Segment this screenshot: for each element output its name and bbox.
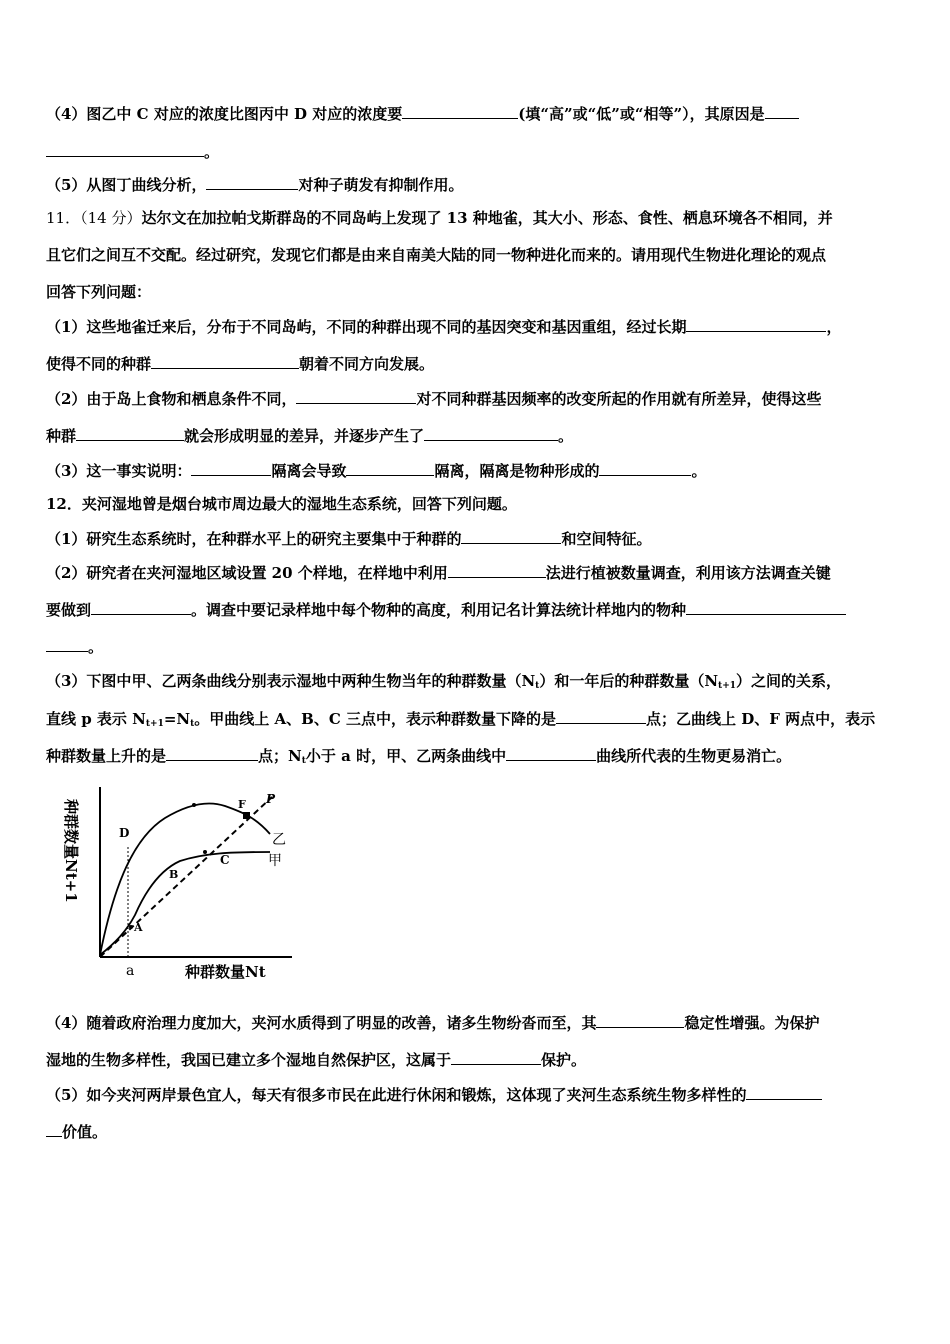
text: 朝着不同方向发展。: [299, 355, 435, 373]
point-F-marker: [243, 812, 250, 819]
point-top-yi: [192, 803, 196, 807]
text: 隔离会导致: [271, 462, 347, 480]
q12-p1: [46, 528, 908, 549]
text: （5）从图丁曲线分析，: [46, 176, 207, 194]
q10-p4-line1: [46, 103, 908, 124]
text: 。: [558, 427, 574, 445]
answer-blank: [76, 425, 184, 441]
q12-p3-line3: [46, 745, 908, 766]
q12-p4-line1: [46, 1012, 908, 1033]
text: 回答下列问题：: [46, 283, 152, 301]
point-A-label: A: [134, 921, 143, 934]
question-number: 11．: [46, 209, 81, 227]
text: 保护。: [541, 1051, 587, 1069]
text: 。调查中要记录样地中每个物种的高度，利用记名计算法统计样地内的物种: [191, 601, 687, 619]
text: 种群数量上升的是: [46, 747, 167, 765]
text: 价值。: [62, 1123, 108, 1141]
text: 要做到: [46, 601, 92, 619]
answer-blank: [206, 174, 298, 190]
answer-blank: [46, 1121, 62, 1137]
text: （4）随着政府治理力度加大，夹河水质得到了明显的改善，诸多生物纷沓而至，其: [46, 1014, 597, 1032]
text: 就会形成明显的差异，并逐步产生了: [184, 427, 425, 445]
text: 隔离，隔离是物种形成的: [434, 462, 600, 480]
line-p: [100, 797, 272, 957]
answer-blank: [46, 141, 204, 157]
text: 使得不同的种群: [46, 355, 152, 373]
text: ，: [826, 318, 842, 336]
text: 12．夹河湿地曾是烟台城市周边最大的湿地生态系统，回答下列问题。: [46, 495, 517, 513]
q12-p5-line2: [46, 1121, 908, 1142]
curve-yi-label: 乙: [272, 832, 286, 848]
text: 对种子萌发有抑制作用。: [298, 176, 464, 194]
text: 点；乙曲线上 D、F 两点中，表示: [646, 710, 876, 728]
answer-blank: [686, 599, 846, 615]
text: 。甲曲线上 A、B、C 三点中，表示种群数量下降的是: [194, 710, 556, 728]
curve-jia-label: 甲: [268, 853, 282, 869]
text: （3）下图中甲、乙两条曲线分别表示湿地中两种生物当年的种群数量（N: [46, 672, 536, 690]
point-A-marker: [129, 925, 133, 929]
q12-p2-line3: [46, 636, 908, 657]
q12-p2-line2: [46, 599, 908, 620]
y-axis-label: 种群数量Nt+1: [62, 799, 80, 903]
answer-blank: [151, 353, 299, 369]
answer-blank: [746, 1084, 822, 1100]
text: 和空间特征。: [561, 530, 652, 548]
answer-blank: [402, 103, 518, 119]
subscript: t: [535, 681, 540, 691]
q12-p3-line1: [46, 671, 908, 691]
text: （5）如今夹河两岸景色宜人，每天有很多市民在此进行休闲和锻炼，这体现了夹河生态系统生物多样性的: [46, 1086, 747, 1104]
q11-stem-line3: [46, 282, 908, 302]
text: （2）研究者在夹河湿地区域设置 20 个样地，在样地中利用: [46, 564, 448, 582]
text: 小于 a 时，甲、乙两条曲线中: [305, 747, 507, 765]
subscript: t: [301, 756, 306, 766]
answer-blank: [296, 388, 416, 404]
q11-p1-line1: [46, 316, 908, 337]
answer-blank: [596, 1012, 684, 1028]
answer-blank: [424, 425, 558, 441]
text: =N: [163, 710, 191, 728]
answer-blank: [765, 103, 799, 119]
q11-p1-line2: [46, 353, 908, 374]
text: 直线 p 表示 N: [46, 710, 146, 728]
answer-blank: [346, 460, 434, 476]
answer-blank: [556, 708, 646, 724]
text: （3）这一事实说明：: [46, 462, 192, 480]
answer-blank: [46, 636, 88, 652]
text: （4）图乙中 C 对应的浓度比图丙中 D 对应的浓度要: [46, 105, 403, 123]
text: （1）这些地雀迁来后，分布于不同岛屿，不同的种群出现不同的基因突变和基因重组，经过长期: [46, 318, 687, 336]
q12-p5-line1: [46, 1084, 908, 1105]
q12-p2-line1: [46, 562, 908, 583]
text: 法进行植被数量调查，利用该方法调查关键: [545, 564, 831, 582]
answer-blank: [506, 745, 596, 761]
answer-blank: [166, 745, 258, 761]
answer-blank: [686, 316, 826, 332]
subscript: t: [190, 719, 195, 729]
text: 点；N: [258, 747, 302, 765]
q11-p2-line2: [46, 425, 908, 446]
text: ）之间的关系，: [736, 672, 842, 690]
x-axis-label: 种群数量Nt: [185, 963, 266, 981]
answer-blank: [461, 528, 561, 544]
answer-blank: [191, 460, 271, 476]
q12-p4-line2: [46, 1049, 908, 1070]
text: 。: [204, 143, 220, 161]
q10-p5: [46, 174, 908, 195]
text: 稳定性增强。为保护: [684, 1014, 820, 1032]
point-D-label: D: [119, 826, 130, 840]
point-C-label: C: [220, 853, 230, 867]
point-C-marker: [203, 850, 207, 854]
q11-p2-line1: [46, 388, 908, 409]
text: 。: [88, 638, 104, 656]
answer-blank: [599, 460, 691, 476]
text: 种群: [46, 427, 77, 445]
text: 。: [691, 462, 707, 480]
text: 曲线所代表的生物更易消亡。: [596, 747, 792, 765]
text: 达尔文在加拉帕戈斯群岛的不同岛屿上发现了 13 种地雀，其大小、形态、食性、栖息环境各不相同，并: [141, 209, 833, 227]
answer-blank: [448, 562, 546, 578]
q12-p3-line2: [46, 708, 908, 729]
question-score: （14 分）: [80, 209, 142, 227]
text: 对不同种群基因频率的改变所起的作用就有所差异，使得这些: [416, 390, 822, 408]
text: 湿地的生物多样性，我国已建立多个湿地自然保护区，这属于: [46, 1051, 452, 1069]
population-curve-figure: [60, 785, 310, 985]
point-F-label: F: [238, 798, 246, 811]
text: ）和一年后的种群数量（N: [539, 672, 719, 690]
text: 且它们之间互不交配。经过研究，发现它们都是由来自南美大陆的同一物种进化而来的。请用现代生物进化理论的观点: [46, 246, 827, 264]
answer-blank: [91, 599, 191, 615]
p-label: P: [266, 792, 276, 806]
q11-stem-line1: [46, 208, 908, 228]
q10-p4-line2: [46, 141, 908, 162]
text: (填“高”或“低”或“相等”），其原因是: [518, 105, 765, 123]
text: （1）研究生态系统时，在种群水平上的研究主要集中于种群的: [46, 530, 462, 548]
text: （2）由于岛上食物和栖息条件不同，: [46, 390, 297, 408]
answer-blank: [451, 1049, 541, 1065]
subscript: t+1: [718, 681, 737, 691]
q11-stem-line2: [46, 245, 908, 265]
a-label: a: [126, 963, 135, 979]
q12-stem: [46, 494, 908, 514]
q11-p3: [46, 460, 908, 481]
subscript: t+1: [145, 719, 164, 729]
point-B-label: B: [169, 868, 179, 881]
